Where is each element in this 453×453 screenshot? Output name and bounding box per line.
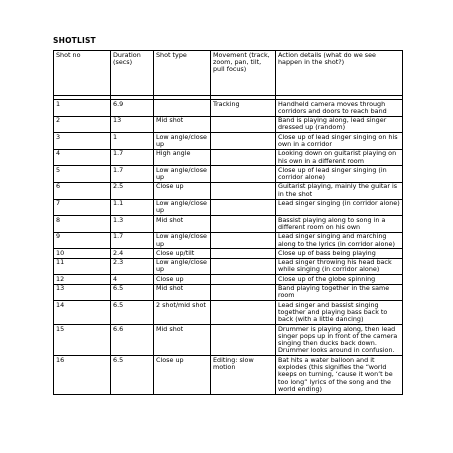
cell-duration: 2.4 bbox=[111, 249, 154, 258]
header-shot-no: Shot no bbox=[54, 51, 111, 96]
cell-shot-type: Low angle/close up bbox=[154, 258, 211, 275]
cell-shot-no: 15 bbox=[54, 325, 111, 356]
header-duration: Duration (secs) bbox=[111, 51, 154, 96]
table-row bbox=[54, 258, 403, 275]
cell-shot-no: 12 bbox=[54, 275, 111, 284]
cell-action: Drummer is playing along, then lead singer pops up in front of the camera singing then ducks back down. Drummer looks around in confusion. bbox=[276, 325, 403, 356]
cell-movement: Tracking bbox=[211, 100, 276, 117]
cell-shot-type: Close up bbox=[154, 182, 211, 199]
cell-shot-type: Close up bbox=[154, 275, 211, 284]
cell-shot-no: 16 bbox=[54, 356, 111, 394]
cell-movement bbox=[211, 199, 276, 216]
cell-duration: 1.7 bbox=[111, 149, 154, 166]
table-row bbox=[54, 149, 403, 166]
cell-duration: 6.5 bbox=[111, 356, 154, 394]
cell-duration: 6.9 bbox=[111, 100, 154, 117]
cell-duration: 2.3 bbox=[111, 258, 154, 275]
page-title: SHOTLIST bbox=[53, 36, 96, 45]
cell-action: Lead singer and bassist singing together and playing bass back to back (with a little dancing) bbox=[276, 301, 403, 325]
cell-action: Band playing together in the same room bbox=[276, 284, 403, 301]
cell-action: Lead singer singing (in corridor alone) bbox=[276, 199, 403, 216]
cell-shot-no: 4 bbox=[54, 149, 111, 166]
cell-action: Close up of lead singer singing on his own in a corridor bbox=[276, 133, 403, 150]
cell-shot-type: Mid shot bbox=[154, 325, 211, 356]
cell-duration: 2.5 bbox=[111, 182, 154, 199]
cell-action: Looking down on guitarist playing on his own in a different room bbox=[276, 149, 403, 166]
cell-duration: 4 bbox=[111, 275, 154, 284]
shotlist-table bbox=[53, 50, 403, 395]
cell-shot-no: 9 bbox=[54, 232, 111, 249]
cell-shot-type bbox=[154, 100, 211, 117]
cell-duration: 6.5 bbox=[111, 301, 154, 325]
cell-shot-type: Mid shot bbox=[154, 216, 211, 233]
cell-shot-no: 11 bbox=[54, 258, 111, 275]
cell-movement bbox=[211, 182, 276, 199]
cell-movement bbox=[211, 325, 276, 356]
cell-movement bbox=[211, 249, 276, 258]
cell-shot-type: High angle bbox=[154, 149, 211, 166]
cell-movement bbox=[211, 275, 276, 284]
table-row bbox=[54, 249, 403, 258]
cell-duration: 13 bbox=[111, 116, 154, 133]
cell-shot-no: 14 bbox=[54, 301, 111, 325]
table-row bbox=[54, 166, 403, 183]
table-row bbox=[54, 116, 403, 133]
header-shot-type: Shot type bbox=[154, 51, 211, 96]
cell-movement: Editing: slow motion bbox=[211, 356, 276, 394]
table-row bbox=[54, 100, 403, 117]
cell-shot-no: 6 bbox=[54, 182, 111, 199]
cell-shot-no: 13 bbox=[54, 284, 111, 301]
header-action: Action details (what do we see happen in the shot?) bbox=[276, 51, 403, 96]
cell-shot-type: Low angle/close up bbox=[154, 199, 211, 216]
cell-movement bbox=[211, 216, 276, 233]
table-row bbox=[54, 199, 403, 216]
cell-duration: 1.3 bbox=[111, 216, 154, 233]
cell-action: Guitarist playing, mainly the guitar is in the shot bbox=[276, 182, 403, 199]
table-row bbox=[54, 275, 403, 284]
cell-shot-no: 2 bbox=[54, 116, 111, 133]
cell-action: Close up of bass being playing bbox=[276, 249, 403, 258]
cell-action: Lead singer singing and marching along to the lyrics (in corridor alone) bbox=[276, 232, 403, 249]
header-movement: Movement (track, zoom, pan, tilt, pull focus) bbox=[211, 51, 276, 96]
cell-duration: 1.1 bbox=[111, 199, 154, 216]
cell-action: Close up of the globe spinning bbox=[276, 275, 403, 284]
cell-duration: 6.6 bbox=[111, 325, 154, 356]
shotlist-rows bbox=[54, 100, 403, 395]
cell-shot-no: 10 bbox=[54, 249, 111, 258]
cell-movement bbox=[211, 149, 276, 166]
cell-shot-no: 7 bbox=[54, 199, 111, 216]
cell-shot-type: Mid shot bbox=[154, 116, 211, 133]
cell-movement bbox=[211, 116, 276, 133]
table-row bbox=[54, 133, 403, 150]
header-row bbox=[54, 51, 403, 96]
cell-shot-no: 3 bbox=[54, 133, 111, 150]
cell-movement bbox=[211, 258, 276, 275]
cell-duration: 1.7 bbox=[111, 232, 154, 249]
cell-action: Lead singer throwing his head back while singing (in corridor alone) bbox=[276, 258, 403, 275]
cell-shot-type: Low angle/close up bbox=[154, 166, 211, 183]
cell-shot-no: 1 bbox=[54, 100, 111, 117]
cell-duration: 1.7 bbox=[111, 166, 154, 183]
table-row bbox=[54, 284, 403, 301]
cell-movement bbox=[211, 133, 276, 150]
cell-duration: 6.5 bbox=[111, 284, 154, 301]
table-row bbox=[54, 232, 403, 249]
table-row bbox=[54, 216, 403, 233]
table-row bbox=[54, 356, 403, 394]
cell-shot-type: Low angle/close up bbox=[154, 232, 211, 249]
cell-movement bbox=[211, 301, 276, 325]
cell-movement bbox=[211, 284, 276, 301]
cell-action: Bassist playing along to song in a different room on his own bbox=[276, 216, 403, 233]
table-row bbox=[54, 301, 403, 325]
cell-action: Close up of lead singer singing (in corridor alone) bbox=[276, 166, 403, 183]
cell-action: Bat hits a water balloon and it explodes (this signifies the “world keeps on turning, ‘cause it won’t be too long” lyrics of the song and the world ending) bbox=[276, 356, 403, 394]
cell-action: Handheld camera moves through corridors and doors to reach band bbox=[276, 100, 403, 117]
cell-duration: 1 bbox=[111, 133, 154, 150]
cell-shot-type: Low angle/close up bbox=[154, 133, 211, 150]
cell-shot-type: 2 shot/mid shot bbox=[154, 301, 211, 325]
cell-shot-no: 5 bbox=[54, 166, 111, 183]
cell-shot-type: Close up/tilt bbox=[154, 249, 211, 258]
table-row bbox=[54, 325, 403, 356]
table-row bbox=[54, 182, 403, 199]
cell-shot-type: Close up bbox=[154, 356, 211, 394]
cell-action: Band is playing along, lead singer dressed up (random) bbox=[276, 116, 403, 133]
cell-movement bbox=[211, 166, 276, 183]
cell-shot-type: Mid shot bbox=[154, 284, 211, 301]
cell-shot-no: 8 bbox=[54, 216, 111, 233]
cell-movement bbox=[211, 232, 276, 249]
